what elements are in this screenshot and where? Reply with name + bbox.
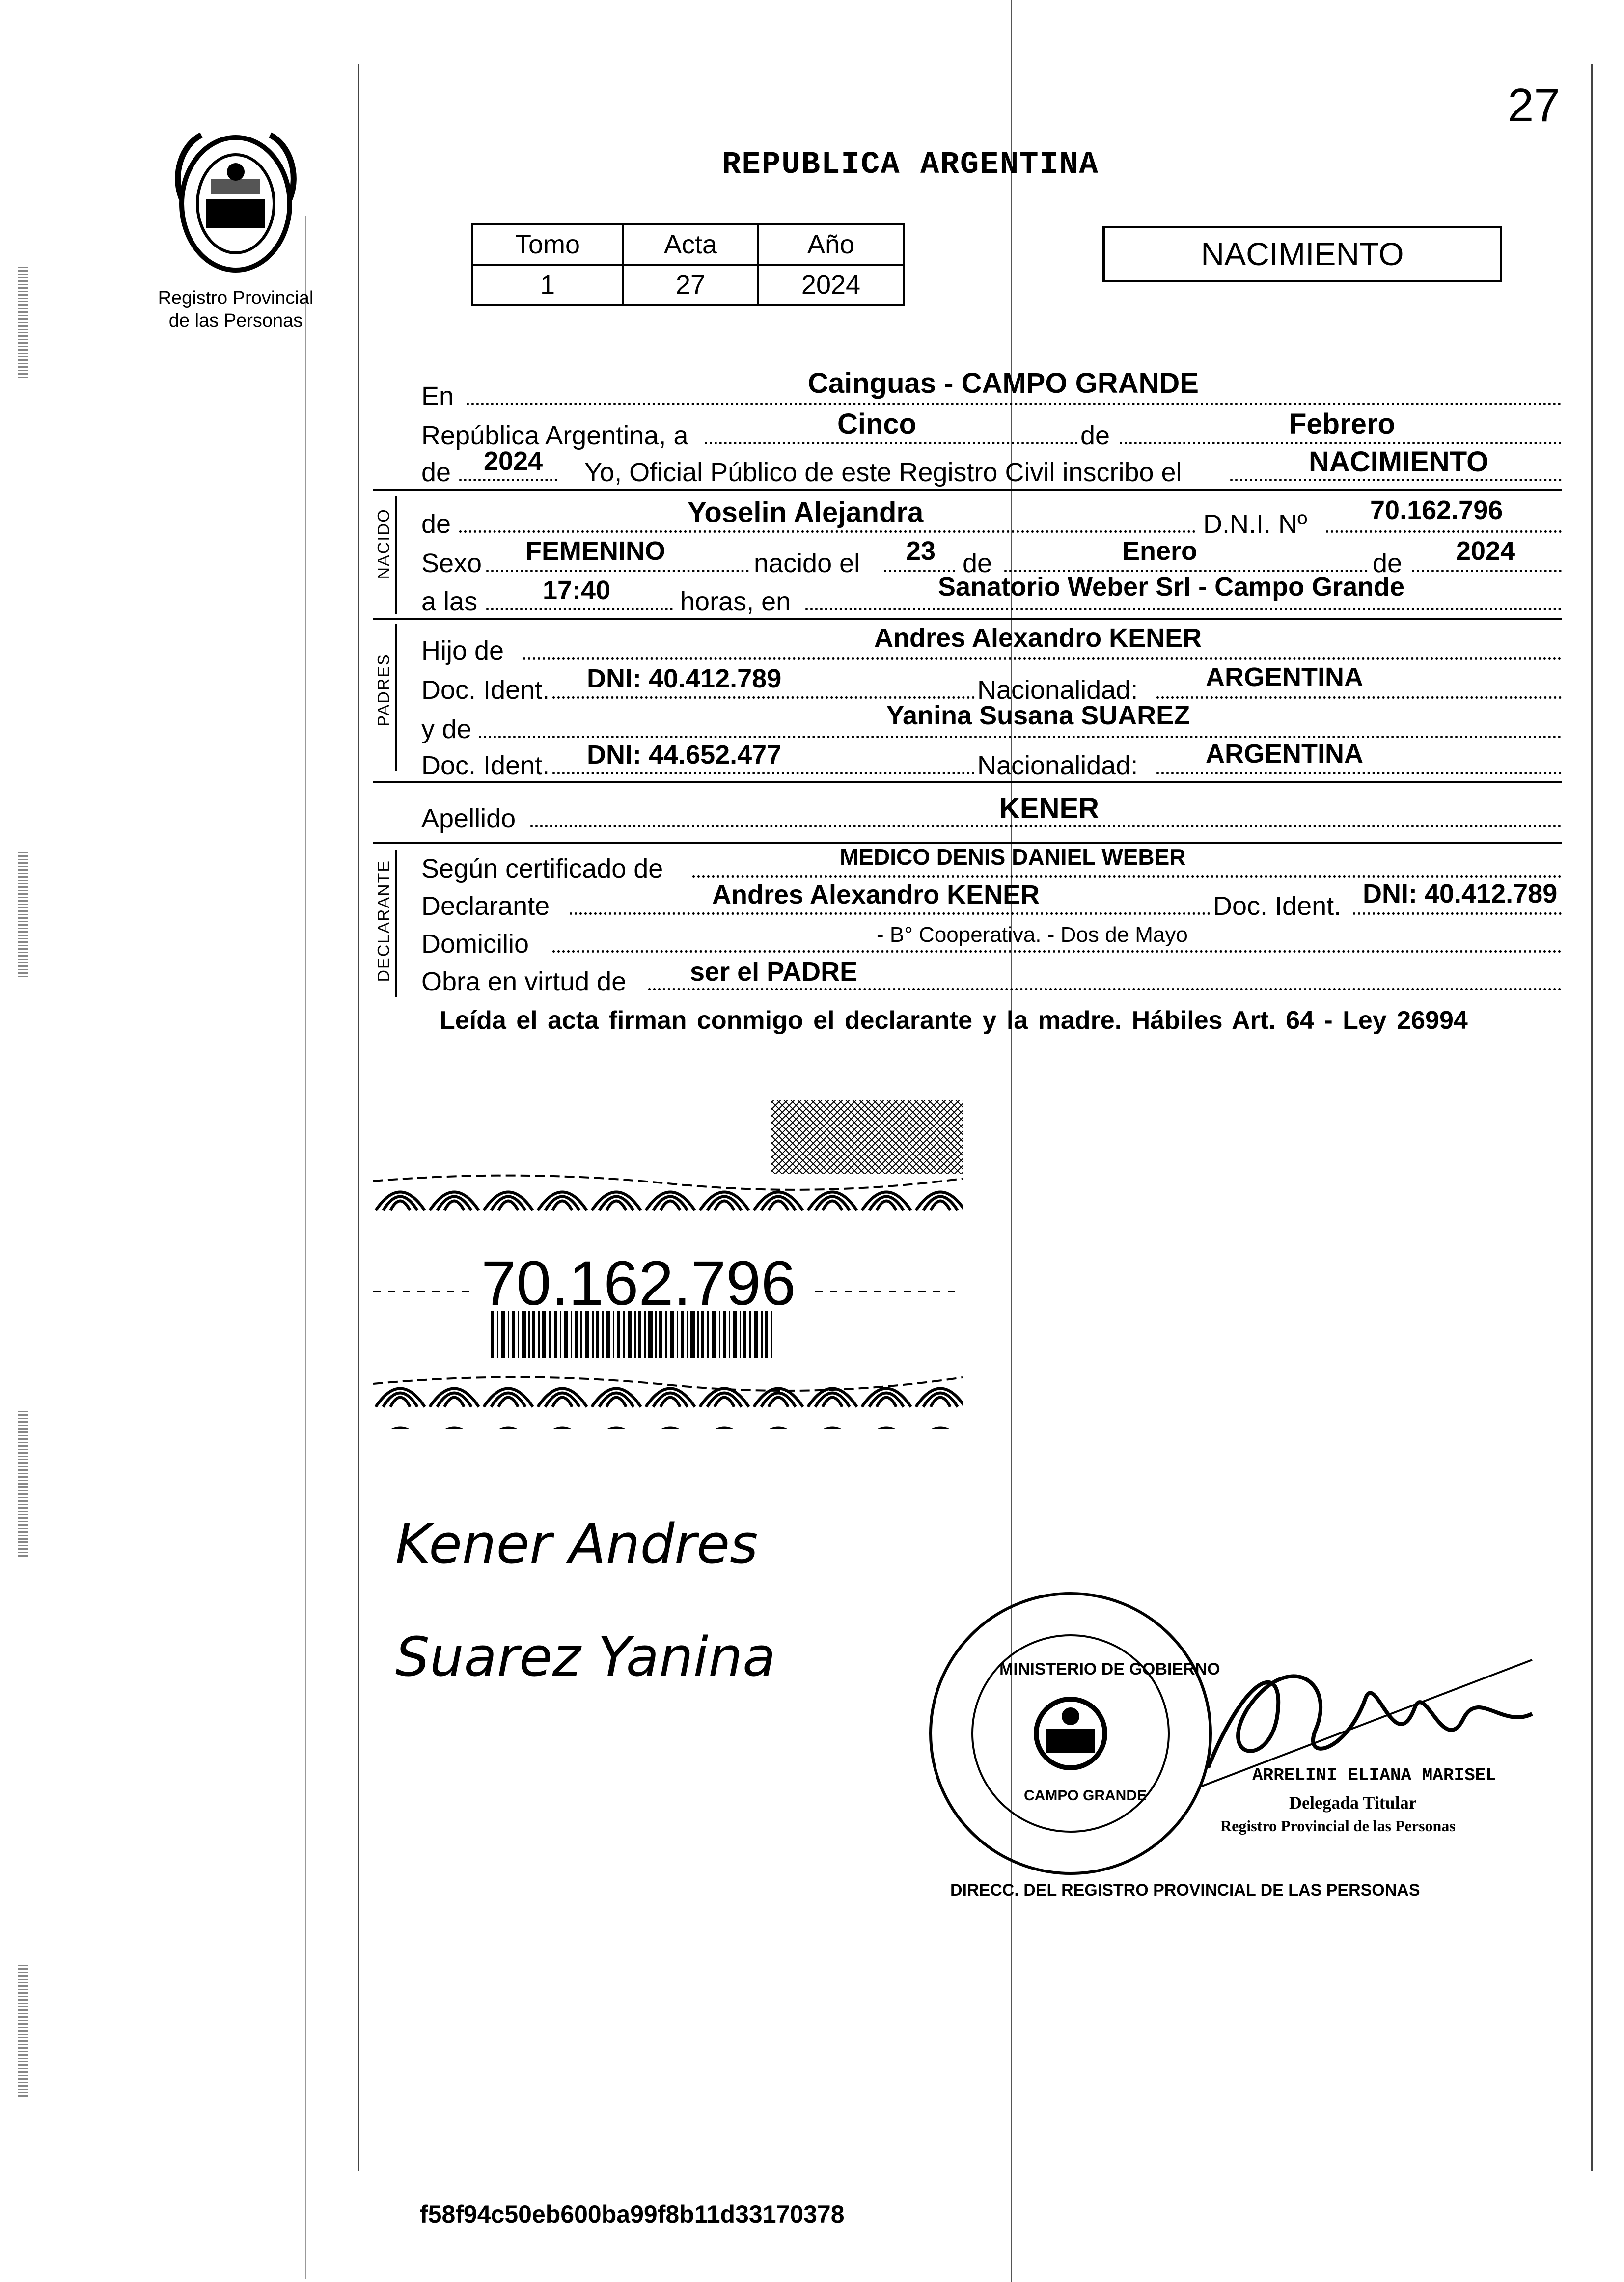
right-margin-line <box>1591 64 1593 2171</box>
birth-month: Enero <box>1122 536 1198 566</box>
mother-nationality: ARGENTINA <box>1206 739 1363 769</box>
doc-ident-label: Doc. Ident. <box>421 675 550 705</box>
record-table-cell: 1 <box>472 265 623 305</box>
child-name: Yoselin Alejandra <box>688 496 924 528</box>
stub-dni-number: 70.162.796 <box>481 1248 796 1319</box>
section-bracket <box>395 850 397 997</box>
father-nationality: ARGENTINA <box>1206 662 1363 692</box>
dotted-line <box>1412 570 1562 572</box>
de2-label: de <box>421 458 451 487</box>
reading-note: Leída el acta firman conmigo el declarante y la madre. Hábiles Art. 64 - Ley 26994 <box>440 1006 1468 1035</box>
logo-caption-line2: de las Personas <box>168 310 303 331</box>
document-title: REPUBLICA ARGENTINA <box>722 147 1099 183</box>
dni-stub <box>373 1095 963 1439</box>
record-table-header-row <box>472 224 904 265</box>
record-table-header: Tomo <box>472 224 623 265</box>
record-table-cell: 27 <box>623 265 758 305</box>
logo-caption-line1: Registro Provincial <box>158 288 314 308</box>
signature-2: Suarez Yanina <box>395 1625 776 1688</box>
section-divider <box>373 489 1562 491</box>
dotted-line <box>1326 530 1562 533</box>
de-label: de <box>963 549 992 578</box>
dotted-line <box>467 403 1562 405</box>
nacido-el-label: nacido el <box>754 549 860 578</box>
section-bracket <box>395 496 397 614</box>
act-type-box: NACIMIENTO <box>1102 226 1502 282</box>
official-round-stamp <box>923 1586 1218 1881</box>
birth-day: 23 <box>906 536 936 566</box>
stamp-bottom-text: CAMPO GRANDE <box>1024 1787 1147 1804</box>
record-table-header: Año <box>758 224 904 265</box>
dotted-line <box>486 570 749 572</box>
dotted-line <box>552 950 1562 953</box>
father-doc: DNI: 40.412.789 <box>587 664 782 693</box>
a-las-label: a las <box>421 587 478 616</box>
dotted-line <box>552 772 975 774</box>
declarante-doc-value: DNI: 40.412.789 <box>1363 879 1558 908</box>
hijo-de-label: Hijo de <box>421 636 504 665</box>
dotted-line <box>523 657 1562 660</box>
year-value: 2024 <box>484 446 543 476</box>
birth-year: 2024 <box>1456 536 1515 566</box>
logo-caption <box>142 287 329 332</box>
domicilio-value: - B° Cooperativa. - Dos de Mayo <box>877 923 1188 947</box>
mother-name: Yanina Susana SUAREZ <box>886 701 1190 730</box>
official-text: Yo, Oficial Público de este Registro Civil inscribo el <box>584 458 1182 487</box>
far-left-line <box>305 216 306 2279</box>
dotted-line <box>552 696 975 699</box>
dotted-line <box>1230 479 1562 481</box>
month-value: Febrero <box>1289 408 1395 440</box>
dotted-line <box>570 912 1211 915</box>
dotted-line <box>459 479 557 481</box>
page-number: 27 <box>1508 79 1560 132</box>
certificado-label: Según certificado de <box>421 854 663 883</box>
section-divider <box>373 781 1562 783</box>
dotted-line <box>1353 912 1562 915</box>
left-margin-line <box>358 64 359 2171</box>
birth-time: 17:40 <box>543 576 611 605</box>
dotted-line <box>1156 696 1562 699</box>
section-bracket <box>395 624 397 771</box>
declarante-value: Andres Alexandro KENER <box>712 880 1040 909</box>
declarante-label: Declarante <box>421 891 550 921</box>
en-label: En <box>421 382 454 411</box>
center-fold-line <box>1011 0 1012 2282</box>
signature-1: Kener Andres <box>395 1512 758 1575</box>
padres-section-label: PADRES <box>374 653 393 727</box>
father-name: Andres Alexandro KENER <box>874 623 1202 653</box>
stamp-ring-text: DIRECC. DEL REGISTRO PROVINCIAL DE LAS PERSONAS <box>950 1881 1420 1899</box>
scan-artifact <box>18 1409 28 1557</box>
dotted-line <box>1156 772 1562 774</box>
dotted-line <box>805 608 1562 610</box>
declarante-section-label: DECLARANTE <box>374 859 393 982</box>
declarante-doc-label: Doc. Ident. <box>1213 891 1342 921</box>
record-table-cell: 2024 <box>758 265 904 305</box>
dotted-line <box>459 530 1196 533</box>
child-dni: 70.162.796 <box>1370 495 1503 525</box>
officer-name: ARRELINI ELIANA MARISEL <box>1252 1765 1496 1786</box>
day-value: Cinco <box>837 408 917 440</box>
de-label: de <box>1080 421 1110 450</box>
sexo-value: FEMENINO <box>525 536 666 566</box>
document-hash: f58f94c50eb600ba99f8b11d33170378 <box>420 2200 845 2228</box>
scan-artifact <box>18 850 28 977</box>
record-table-value-row <box>472 265 904 305</box>
dni-label: D.N.I. Nº <box>1203 509 1307 539</box>
certificado-value: MEDICO DENIS DANIEL WEBER <box>840 844 1186 870</box>
de-label: de <box>1373 549 1403 578</box>
nacionalidad-label: Nacionalidad: <box>977 675 1138 705</box>
nacido-section-label: NACIDO <box>374 508 393 579</box>
birth-place: Sanatorio Weber Srl - Campo Grande <box>938 572 1405 602</box>
dotted-line <box>692 875 1562 878</box>
section-divider <box>373 618 1562 620</box>
horas-label: horas, en <box>680 587 791 616</box>
officer-office: Registro Provincial de las Personas <box>1220 1817 1456 1835</box>
republica-label: República Argentina, a <box>421 421 688 450</box>
record-table-header: Acta <box>623 224 758 265</box>
apellido-value: KENER <box>999 793 1100 825</box>
obra-label: Obra en virtud de <box>421 967 627 996</box>
dotted-line <box>486 608 673 610</box>
apellido-label: Apellido <box>421 804 516 833</box>
mother-doc: DNI: 44.652.477 <box>587 740 782 770</box>
nacido-de-label: de <box>421 509 451 539</box>
stamp-inner-text: MINISTERIO DE GOBIERNO <box>999 1660 1220 1678</box>
y-de-label: y de <box>421 715 472 744</box>
doc-ident-label: Doc. Ident. <box>421 751 550 780</box>
officer-role: Delegada Titular <box>1289 1793 1417 1813</box>
dotted-line <box>530 825 1562 827</box>
inscribe-value: NACIMIENTO <box>1309 446 1489 478</box>
sexo-label: Sexo <box>421 549 482 578</box>
province-seal-logo <box>162 125 309 277</box>
obra-value: ser el PADRE <box>690 957 858 987</box>
record-table <box>471 223 905 306</box>
dotted-line <box>648 988 1562 990</box>
en-value: Cainguas - CAMPO GRANDE <box>808 367 1199 399</box>
dotted-line <box>705 442 1078 444</box>
nacionalidad-label: Nacionalidad: <box>977 751 1138 780</box>
scan-artifact <box>18 1964 28 2097</box>
domicilio-label: Domicilio <box>421 929 529 959</box>
dotted-line <box>479 736 1562 738</box>
dotted-line <box>1120 442 1562 444</box>
scan-artifact <box>18 265 28 378</box>
